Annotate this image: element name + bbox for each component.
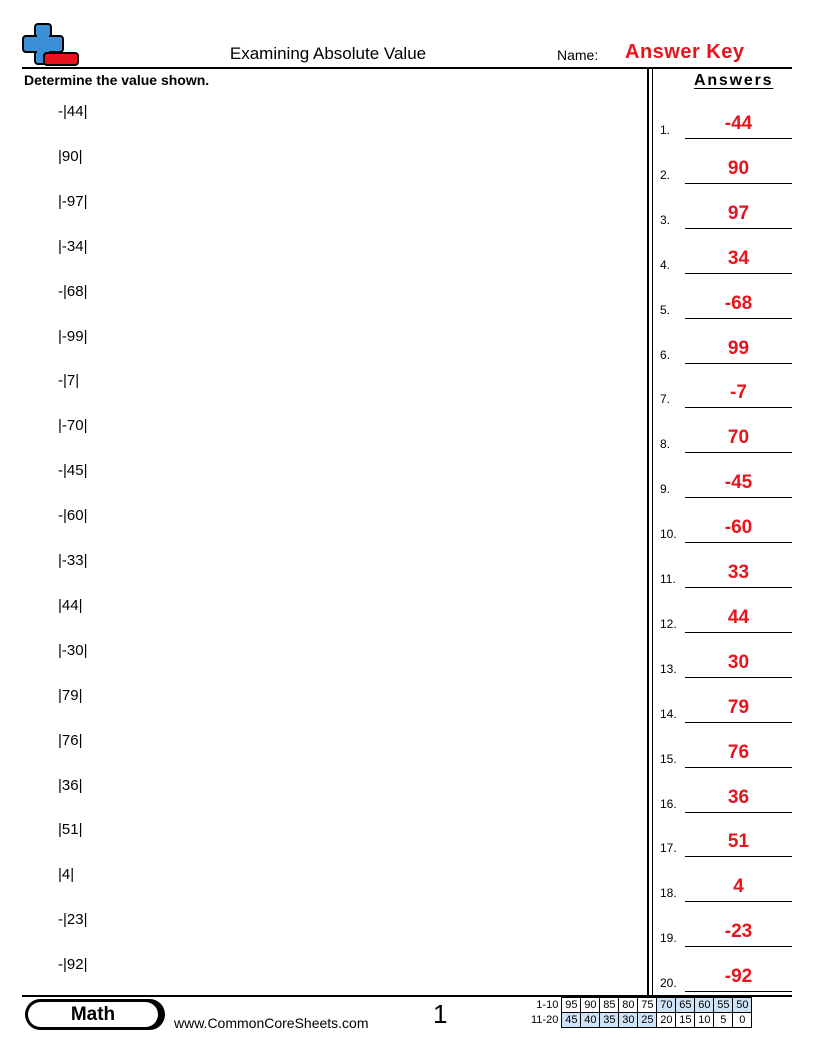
answer-line bbox=[685, 273, 792, 274]
answer-item bbox=[660, 738, 792, 768]
answer-line bbox=[685, 632, 792, 633]
question-expression: |-34| bbox=[58, 237, 88, 255]
score-cell: 25 bbox=[638, 1013, 657, 1028]
subject-label: Math bbox=[28, 1002, 158, 1027]
answer-value: 79 bbox=[727, 696, 750, 718]
answer-key-label: Answer Key bbox=[625, 41, 745, 63]
answer-item bbox=[660, 244, 792, 274]
answer-item bbox=[660, 827, 792, 857]
answer-item bbox=[660, 289, 792, 319]
question-expression: |51| bbox=[58, 821, 83, 839]
answer-number: 20. bbox=[660, 976, 677, 991]
answer-line bbox=[685, 497, 792, 498]
question-expression: |-97| bbox=[58, 192, 88, 210]
question-expression: |90| bbox=[58, 147, 83, 165]
answer-number: 14. bbox=[660, 706, 677, 721]
answer-value: -45 bbox=[724, 472, 753, 494]
answer-item bbox=[660, 378, 792, 408]
score-cell: 90 bbox=[581, 998, 600, 1013]
answer-number: 17. bbox=[660, 841, 677, 856]
answer-item bbox=[660, 199, 792, 229]
score-cell: 75 bbox=[638, 998, 657, 1013]
score-cell: 85 bbox=[600, 998, 619, 1013]
question-expression: |-99| bbox=[58, 327, 88, 345]
answer-number: 7. bbox=[660, 392, 671, 407]
score-row-label: 1-10 bbox=[536, 999, 559, 1011]
answer-number: 9. bbox=[660, 482, 671, 497]
answer-number: 3. bbox=[660, 212, 671, 227]
answer-line bbox=[685, 183, 792, 184]
question-expression: |36| bbox=[58, 776, 83, 794]
question-expression: |4| bbox=[58, 866, 75, 884]
answer-item bbox=[660, 648, 792, 678]
score-row-label: 11-20 bbox=[531, 1014, 559, 1026]
answer-number: 5. bbox=[660, 302, 671, 317]
answer-line bbox=[685, 228, 792, 229]
column-divider bbox=[647, 68, 649, 995]
answer-line bbox=[685, 407, 792, 408]
question-expression: -|68| bbox=[58, 282, 88, 300]
answer-line bbox=[685, 363, 792, 364]
answer-number: 11. bbox=[660, 572, 676, 586]
answer-value: -7 bbox=[730, 382, 747, 404]
question-expression: -|92| bbox=[58, 956, 88, 974]
answer-line bbox=[685, 767, 792, 768]
answer-item bbox=[660, 513, 792, 543]
answer-line bbox=[685, 991, 792, 992]
answer-item bbox=[660, 558, 792, 588]
answer-item bbox=[660, 154, 792, 184]
score-cell: 20 bbox=[657, 1013, 676, 1028]
score-cell: 0 bbox=[733, 1013, 752, 1028]
score-cell: 50 bbox=[733, 998, 752, 1013]
question-expression: |-33| bbox=[58, 552, 88, 569]
score-cell: 35 bbox=[600, 1013, 619, 1028]
answer-line bbox=[685, 856, 792, 857]
score-row bbox=[529, 998, 752, 1013]
answer-value: 33 bbox=[727, 562, 750, 583]
answer-line bbox=[685, 542, 792, 543]
question-expression: -|60| bbox=[58, 507, 88, 525]
question-expression: -|44| bbox=[58, 103, 88, 120]
answer-value: -92 bbox=[724, 966, 753, 988]
answer-number: 16. bbox=[660, 796, 677, 811]
answer-value: 90 bbox=[727, 157, 750, 179]
answers-heading: Answers bbox=[694, 72, 774, 89]
question-expression: |79| bbox=[58, 686, 83, 704]
instructions: Determine the value shown. bbox=[24, 72, 210, 88]
answer-value: 4 bbox=[733, 876, 744, 898]
answer-item bbox=[660, 872, 792, 902]
answer-item bbox=[660, 603, 792, 633]
answer-number: 18. bbox=[660, 886, 677, 901]
answer-number: 6. bbox=[660, 347, 671, 362]
answer-line bbox=[685, 901, 792, 902]
answer-item bbox=[660, 783, 792, 813]
answer-number: 4. bbox=[660, 257, 671, 272]
score-cell: 70 bbox=[657, 998, 676, 1013]
score-table bbox=[529, 997, 752, 1028]
answer-number: 15. bbox=[660, 751, 677, 766]
answer-number: 19. bbox=[660, 931, 677, 946]
score-cell: 60 bbox=[695, 998, 714, 1013]
answer-value: -23 bbox=[724, 921, 753, 943]
score-row bbox=[529, 1013, 752, 1028]
question-expression: |76| bbox=[58, 731, 83, 749]
score-cell: 45 bbox=[562, 1013, 581, 1028]
answer-number: 13. bbox=[660, 661, 677, 676]
answer-line bbox=[685, 587, 792, 588]
score-cell: 40 bbox=[581, 1013, 600, 1028]
answer-item bbox=[660, 423, 792, 453]
answer-value: 70 bbox=[727, 427, 750, 449]
header-divider bbox=[22, 67, 792, 69]
question-expression: |44| bbox=[58, 596, 83, 614]
answer-value: -60 bbox=[724, 517, 753, 539]
answer-item bbox=[660, 917, 792, 947]
answer-number: 2. bbox=[660, 167, 671, 182]
website-url: www.CommonCoreSheets.com bbox=[174, 1015, 369, 1031]
column-divider bbox=[652, 68, 653, 995]
answer-line bbox=[685, 138, 792, 139]
answer-line bbox=[685, 318, 792, 319]
answer-item bbox=[660, 468, 792, 498]
question-expression: -|23| bbox=[58, 911, 88, 929]
score-cell: 5 bbox=[714, 1013, 733, 1028]
question-expression: |-30| bbox=[58, 641, 88, 659]
answer-line bbox=[685, 946, 792, 947]
answer-line bbox=[685, 722, 792, 723]
answer-item bbox=[660, 962, 792, 992]
subject-badge bbox=[25, 999, 165, 1030]
answer-line bbox=[685, 812, 792, 813]
name-label: Name: bbox=[557, 47, 599, 63]
answer-number: 1. bbox=[660, 123, 671, 137]
score-cell: 80 bbox=[619, 998, 638, 1013]
answer-value: 76 bbox=[727, 741, 750, 763]
score-cell: 65 bbox=[676, 998, 695, 1013]
score-cell: 95 bbox=[562, 998, 581, 1013]
answer-item bbox=[660, 109, 792, 139]
answer-line bbox=[685, 452, 792, 453]
score-cell: 55 bbox=[714, 998, 733, 1013]
answer-value: 97 bbox=[727, 202, 750, 224]
answer-item bbox=[660, 334, 792, 364]
answer-value: -68 bbox=[724, 292, 753, 314]
answer-value: 30 bbox=[727, 651, 750, 673]
answer-line bbox=[685, 677, 792, 678]
score-cell: 30 bbox=[619, 1013, 638, 1028]
score-cell: 15 bbox=[676, 1013, 695, 1028]
answer-value: 99 bbox=[727, 337, 750, 359]
question-expression: |-70| bbox=[58, 417, 88, 435]
answer-number: 12. bbox=[660, 616, 677, 631]
answer-value: 44 bbox=[727, 606, 750, 628]
score-cell: 10 bbox=[695, 1013, 714, 1028]
answer-item bbox=[660, 693, 792, 723]
answer-number: 10. bbox=[660, 527, 677, 542]
answer-value: -44 bbox=[724, 113, 753, 134]
page-number: 1 bbox=[433, 999, 448, 1029]
question-expression: -|45| bbox=[58, 462, 88, 480]
answer-value: 51 bbox=[727, 831, 750, 853]
answer-value: 34 bbox=[727, 247, 750, 269]
answer-number: 8. bbox=[660, 437, 671, 452]
worksheet-title: Examining Absolute Value bbox=[229, 44, 427, 63]
question-expression: -|7| bbox=[58, 372, 80, 390]
answer-value: 36 bbox=[727, 786, 750, 808]
